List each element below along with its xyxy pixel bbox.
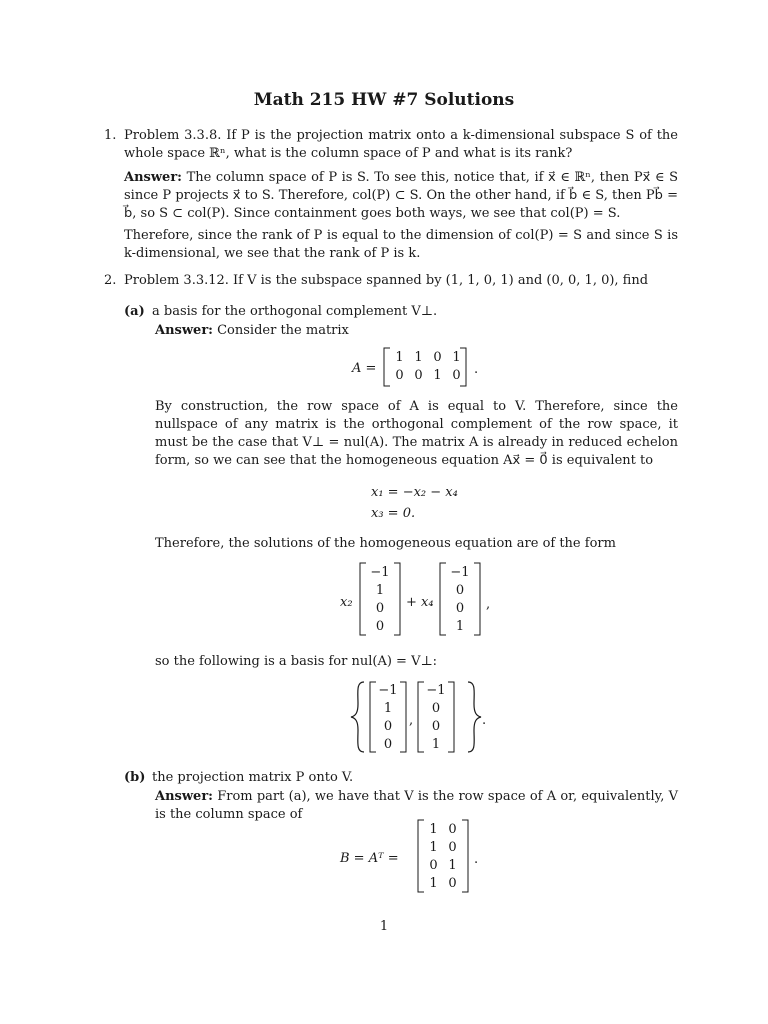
part-a-solutions-intro: Therefore, the solutions of the homogeneous equation are of the form [155, 536, 616, 551]
matrix-cell: 0 [452, 368, 461, 383]
matrix-b-lhs: B = Aᵀ = [340, 851, 399, 866]
answer-intro-text: Consider the matrix [217, 323, 349, 338]
matrix-cell: 1 [429, 840, 438, 855]
vector-entry: 0 [455, 601, 465, 616]
problem-1-answer-rank: Therefore, since the rank of P is equal to the dimension of col(P) = S and since S is k-dimensional, we see that the rank of P is k. [124, 228, 678, 261]
vector-entry: 0 [383, 737, 393, 752]
equation-x1: x₁ = −x₂ − x₄ [371, 485, 458, 500]
answer-text: The column space of P is S. To see this, notice that, if x⃗ ∈ ℝⁿ, then Px⃗ ∈ S since P projects x⃗ to S. Therefore, col(P) ⊂ S. On the other hand, if b⃗ ∈ S, then Pb⃗ = b⃗, so S ⊂ col(P). Since containment goes both ways, we see that col(P) = S. [124, 170, 679, 221]
problem-1-prompt: Problem 3.3.8. If P is the projection matrix onto a k-dimensional subspace S of the whole space ℝⁿ, what is the column space of P and what is its rank? [124, 128, 678, 161]
page-title: Math 215 HW #7 Solutions [253, 90, 515, 110]
vectors-comma: , [486, 597, 491, 612]
matrix-row [424, 839, 462, 857]
matrix-b-period: . [474, 852, 479, 867]
matrix-cell: 1 [414, 350, 423, 365]
matrix-cell: 0 [448, 840, 457, 855]
matrix-cell: 0 [395, 368, 404, 383]
vector-entry: 1 [455, 619, 465, 634]
matrix-a-body [390, 349, 466, 385]
part-a-prompt: a basis for the orthogonal complement V⊥. [152, 304, 438, 319]
vector-entry: 0 [375, 601, 385, 616]
matrix-cell: 0 [448, 822, 457, 837]
vector-entry: 1 [431, 737, 441, 752]
matrix-b-body [424, 821, 462, 893]
vector-entry: −1 [378, 683, 398, 698]
equation-x3: x₃ = 0. [371, 506, 416, 521]
basis-vector-1 [372, 682, 404, 754]
basis-comma: , [409, 713, 414, 728]
matrix-row [424, 875, 462, 893]
matrix-cell: 1 [395, 350, 404, 365]
matrix-a-period: . [474, 362, 479, 377]
part-a-explanation: By construction, the row space of A is equal to V. Therefore, since the nullspace of any matrix is the orthogonal complement of the row space, it must be the case that V⊥ = nul(A). The matrix A is already in reduced echelon form, so we can see that the homogeneous equation Ax⃗ = 0⃗ is equivalent to [155, 399, 678, 468]
problem-1-answer [124, 169, 678, 223]
matrix-cell: 0 [429, 858, 438, 873]
vector-entry: 0 [431, 719, 441, 734]
matrix-row [390, 349, 466, 367]
matrix-cell: 1 [452, 350, 461, 365]
matrix-cell: 1 [429, 822, 438, 837]
vector-entry: 1 [383, 701, 393, 716]
matrix-cell: 1 [433, 368, 442, 383]
vector-entry: 0 [431, 701, 441, 716]
part-b-prompt: the projection matrix P onto V. [152, 770, 354, 785]
matrix-row [390, 367, 466, 385]
vector-entry: 0 [375, 619, 385, 634]
part-b-label: (b) [124, 770, 146, 785]
matrix-a-lhs: A = [352, 361, 377, 376]
problem-2-number: 2. [104, 273, 117, 288]
basis-period: . [482, 713, 487, 728]
answer-label: Answer: [155, 789, 213, 804]
matrix-cell: 1 [448, 858, 457, 873]
part-b-answer [155, 788, 678, 824]
vector-1 [364, 564, 396, 636]
answer-label: Answer: [155, 323, 213, 338]
vector-entry: −1 [370, 565, 390, 580]
basis-vector-2 [420, 682, 452, 754]
matrix-row [424, 857, 462, 875]
vector-entry: 0 [383, 719, 393, 734]
matrix-cell: 1 [429, 876, 438, 891]
problem-1-number: 1. [104, 128, 117, 143]
vector-entry: 1 [375, 583, 385, 598]
vector-entry: 0 [455, 583, 465, 598]
part-a-answer-intro [155, 322, 678, 340]
coefficient-x2: x₂ [340, 595, 353, 610]
problem-2-prompt: Problem 3.3.12. If V is the subspace spanned by (1, 1, 0, 1) and (0, 0, 1, 0), find [124, 273, 649, 288]
page-number: 1 [379, 919, 389, 934]
part-a-basis-intro: so the following is a basis for nul(A) = V⊥: [155, 654, 438, 669]
vector-2 [444, 564, 476, 636]
answer-label: Answer: [124, 170, 182, 185]
matrix-cell: 0 [448, 876, 457, 891]
matrix-cell: 0 [433, 350, 442, 365]
plus-coefficient-x4: + x₄ [406, 595, 434, 610]
matrix-row [424, 821, 462, 839]
vector-entry: −1 [426, 683, 446, 698]
part-a-label: (a) [124, 304, 145, 319]
matrix-cell: 0 [414, 368, 423, 383]
vector-entry: −1 [450, 565, 470, 580]
answer-text: From part (a), we have that V is the row space of A or, equivalently, V is the column space of [155, 789, 678, 822]
